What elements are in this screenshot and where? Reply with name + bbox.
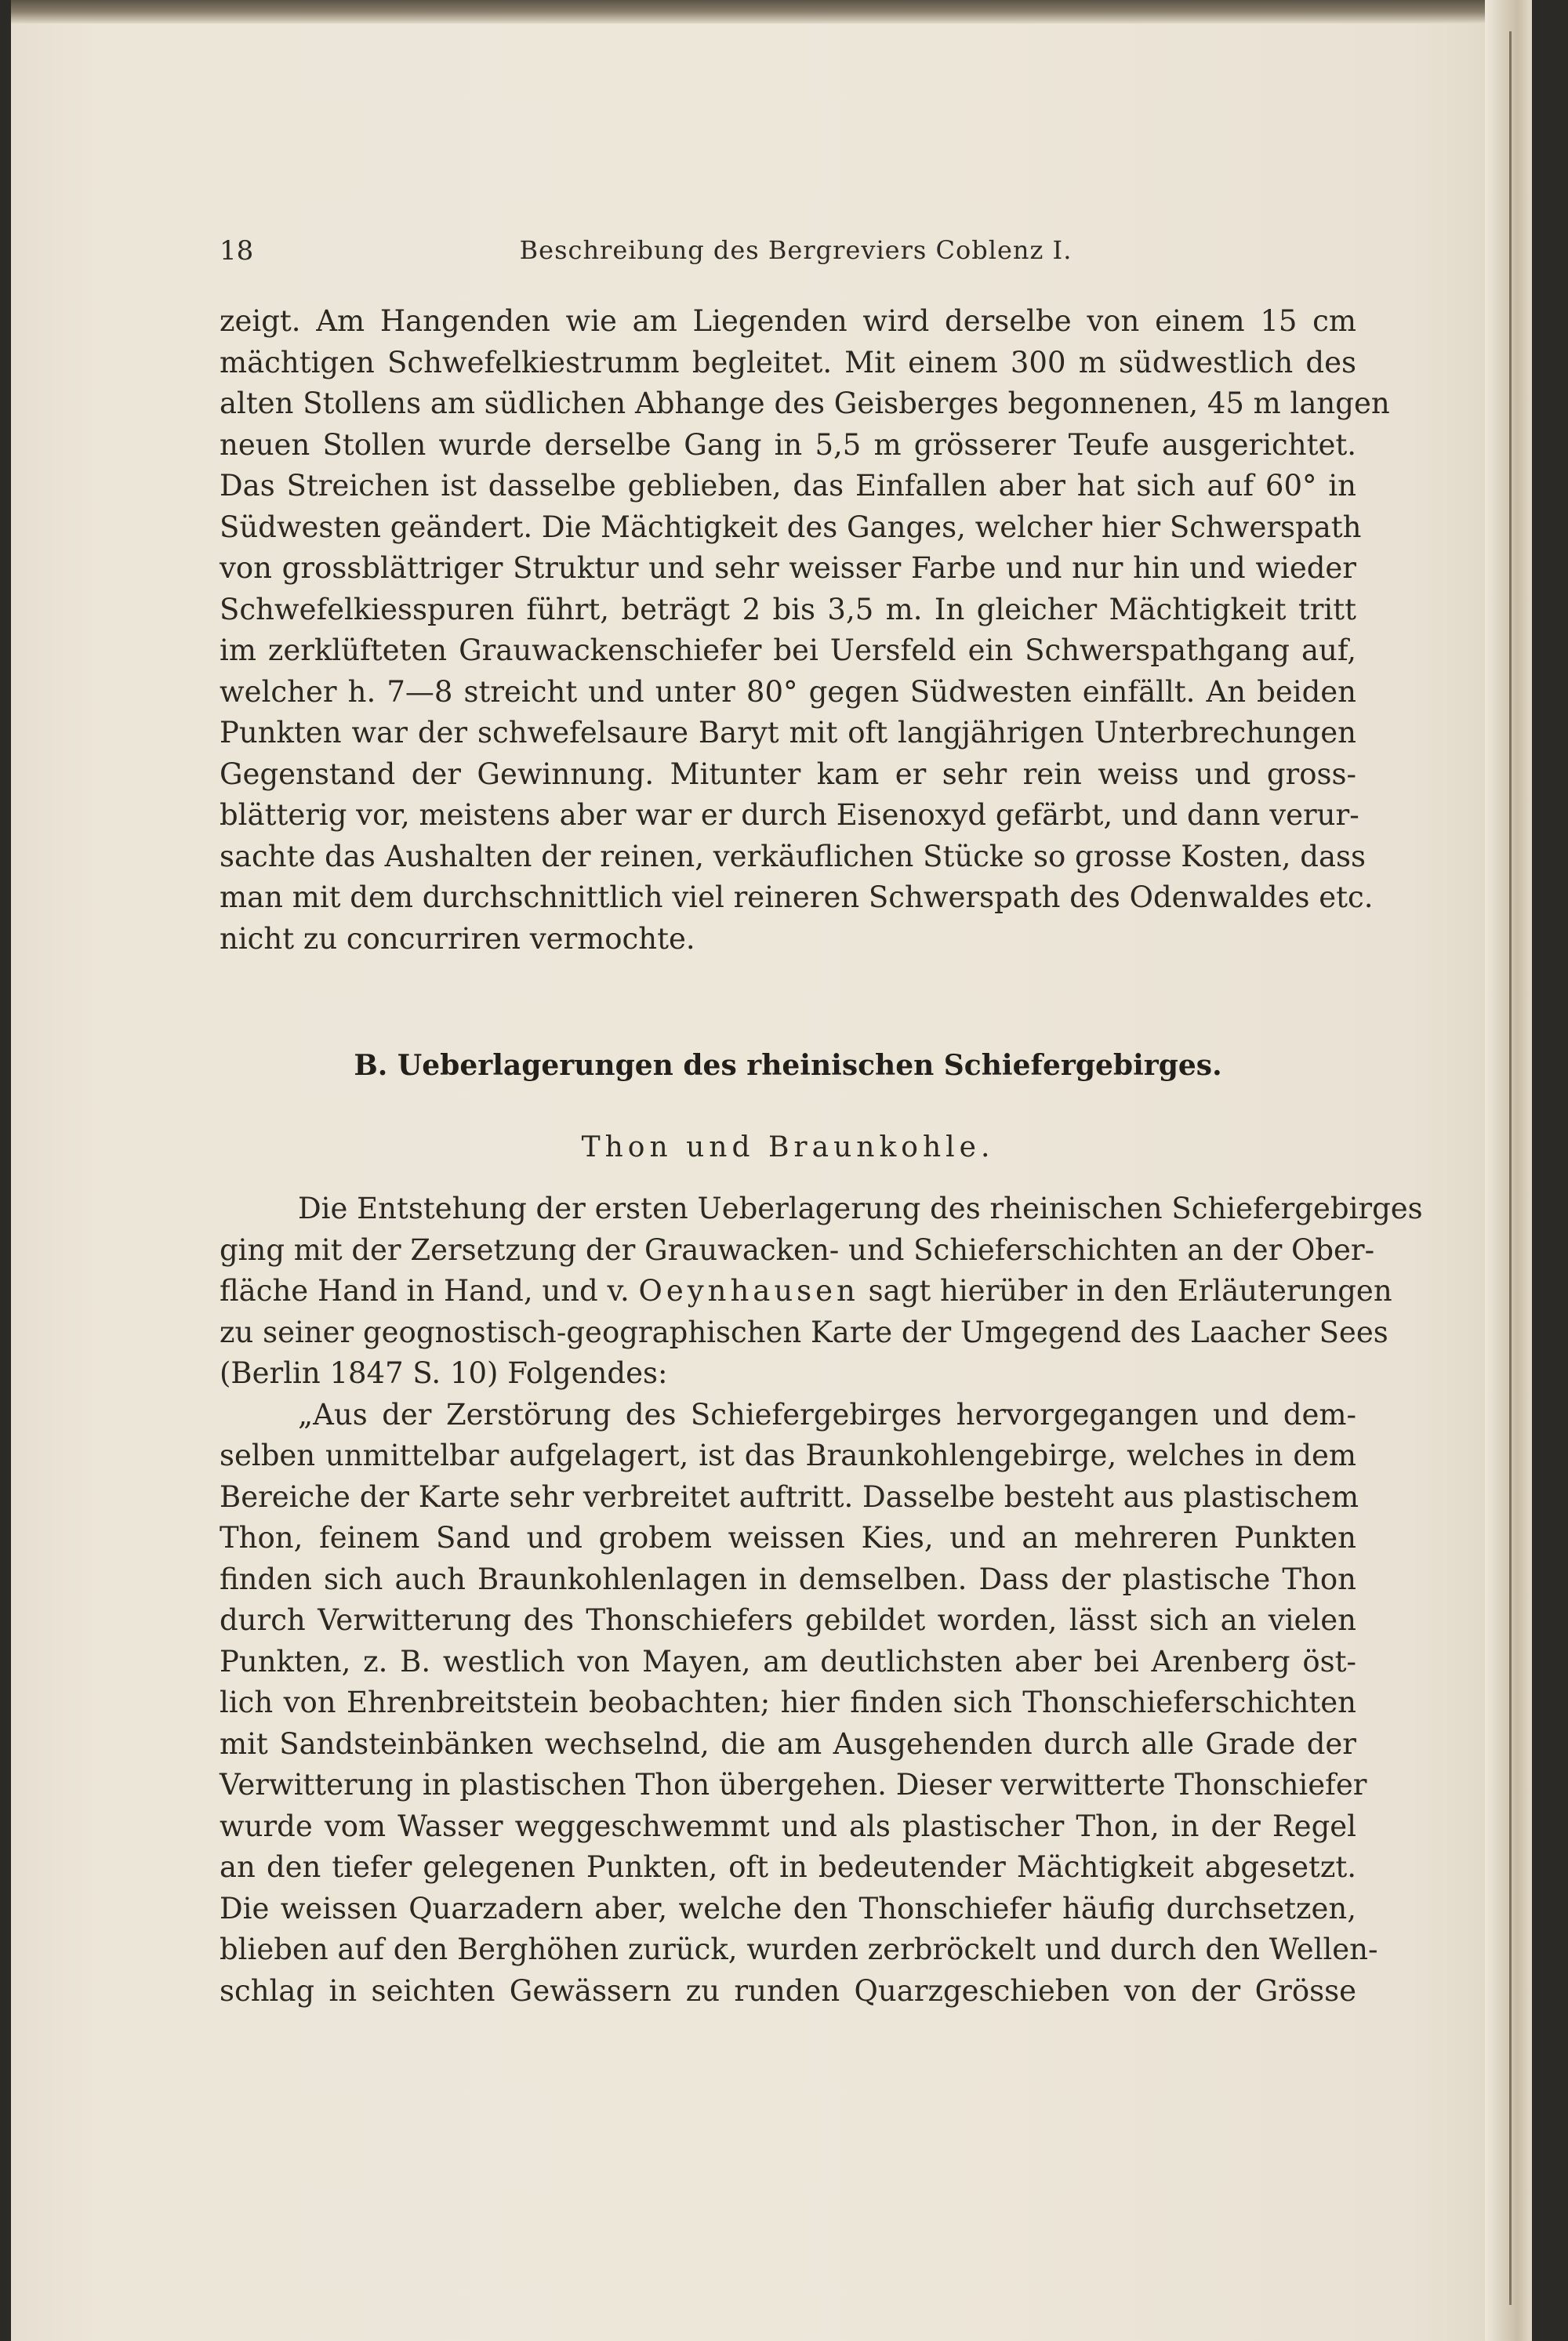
quote-line: Bereiche der Karte sehr verbreitet auftritt. Dasselbe besteht aus plastischem	[220, 1479, 1359, 1514]
text-line: Punkten war der schwefelsaure Baryt mit oft langjährigen Unterbrechungen	[220, 716, 1356, 749]
page-number: 18	[220, 235, 254, 267]
text-line: ging mit der Zersetzung der Grauwacken- und Schieferschichten an der Ober-	[220, 1232, 1375, 1267]
running-title: Beschreibung des Bergreviers Coblenz I.	[519, 235, 1073, 265]
section-heading: B. Ueberlagerungen des rheinischen Schiefergebirges.	[354, 1049, 1222, 1082]
author-name: Oeynhausen	[638, 1274, 859, 1308]
text-line: (Berlin 1847 S. 10) Folgendes:	[220, 1356, 668, 1390]
text-line: im zerklüfteten Grauwackenschiefer bei Uersfeld ein Schwerspathgang auf,	[220, 633, 1356, 667]
text-line: mächtigen Schwefelkiestrumm begleitet. Mit einem 300 m südwestlich des	[220, 345, 1356, 379]
quote-line: wurde vom Wasser weggeschwemmt und als plastischer Thon, in der Regel	[220, 1809, 1356, 1843]
text-line: neuen Stollen wurde derselbe Gang in 5,5 m grösserer Teufe ausgerichtet.	[220, 427, 1356, 462]
page-fore-edge	[1485, 0, 1532, 2341]
subheading: Thon und Braunkohle.	[581, 1131, 995, 1163]
page-edge-line	[1509, 31, 1512, 2305]
text-line: welcher h. 7—8 streicht und unter 80° gegen Südwesten einfällt. An beiden	[220, 674, 1356, 709]
text-line: alten Stollens am südlichen Abhange des Geisberges begonnenen, 45 m langen	[220, 387, 1390, 420]
quote-line: blieben auf den Berghöhen zurück, wurden zerbröckelt und durch den Wellen-	[220, 1933, 1378, 1966]
text-line: Gegenstand der Gewinnung. Mitunter kam er sehr rein weiss und gross-	[220, 757, 1356, 791]
text-line: man mit dem durchschnittlich viel reineren Schwerspath des Odenwaldes etc.	[220, 880, 1374, 914]
text-fragment: sagt hierüber in den Erläuterungen	[868, 1274, 1392, 1308]
quote-line: Die weissen Quarzadern aber, welche den Thonschiefer häufig durchsetzen,	[220, 1891, 1356, 1925]
quote-line: durch Verwitterung des Thonschiefers gebildet worden, lässt sich an vielen	[220, 1603, 1356, 1637]
text-line: Die Entstehung der ersten Ueberlagerung des rheinischen Schiefergebirges	[298, 1192, 1423, 1225]
quote-line: finden sich auch Braunkohlenlagen in demselben. Dass der plastische Thon	[220, 1562, 1356, 1596]
quote-line: schlag in seichten Gewässern zu runden Quarzgeschieben von der Grösse	[220, 1973, 1356, 2008]
paragraph-2	[220, 1192, 1423, 2015]
text-line: blätterig vor, meistens aber war er durch Eisenoxyd gefärbt, und dann verur-	[220, 798, 1359, 832]
text-line	[220, 1274, 1392, 1316]
quote-line: „Aus der Zerstörung des Schiefergebirges hervorgegangen und dem-	[298, 1397, 1356, 1432]
quote-line: mit Sandsteinbänken wechselnd, die am Ausgehenden durch alle Grade der	[220, 1726, 1356, 1761]
page-header	[220, 235, 1372, 282]
text-line: Das Streichen ist dasselbe geblieben, das Einfallen aber hat sich auf 60° in	[220, 469, 1356, 503]
text-line: Schwefelkiesspuren führt, beträgt 2 bis 3,5 m. In gleicher Mächtigkeit tritt	[220, 592, 1356, 626]
quote-line: Thon, feinem Sand und grobem weissen Kies, und an mehreren Punkten	[220, 1521, 1356, 1555]
quote-line: Verwitterung in plastischen Thon übergehen. Dieser verwitterte Thonschiefer	[220, 1768, 1367, 1802]
text-line: zeigt. Am Hangenden wie am Liegenden wird derselbe von einem 15 cm	[220, 304, 1356, 338]
text-fragment: fläche Hand in Hand, und v.	[220, 1274, 630, 1308]
text-line: zu seiner geognostisch-geographischen Karte der Umgegend des Laacher Sees	[220, 1315, 1388, 1349]
text-line: sachte das Aushalten der reinen, verkäuflichen Stücke so grosse Kosten, dass	[220, 839, 1367, 873]
text-line: nicht zu concurriren vermochte.	[220, 921, 695, 956]
text-line: von grossblättriger Struktur und sehr weisser Farbe und nur hin und wieder	[220, 551, 1356, 585]
page-top-edge	[11, 0, 1532, 24]
quote-line: lich von Ehrenbreitstein beobachten; hier finden sich Thonschieferschichten	[220, 1686, 1356, 1719]
paragraph-1	[220, 304, 1390, 963]
quote-line: an den tiefer gelegenen Punkten, oft in bedeutender Mächtigkeit abgesetzt.	[220, 1850, 1356, 1884]
text-line: Südwesten geändert. Die Mächtigkeit des Ganges, welcher hier Schwerspath	[220, 510, 1362, 544]
quote-line: Punkten, z. B. westlich von Mayen, am deutlichsten aber bei Arenberg öst-	[220, 1644, 1356, 1679]
quote-line: selben unmittelbar aufgelagert, ist das Braunkohlengebirge, welches in dem	[220, 1439, 1356, 1472]
